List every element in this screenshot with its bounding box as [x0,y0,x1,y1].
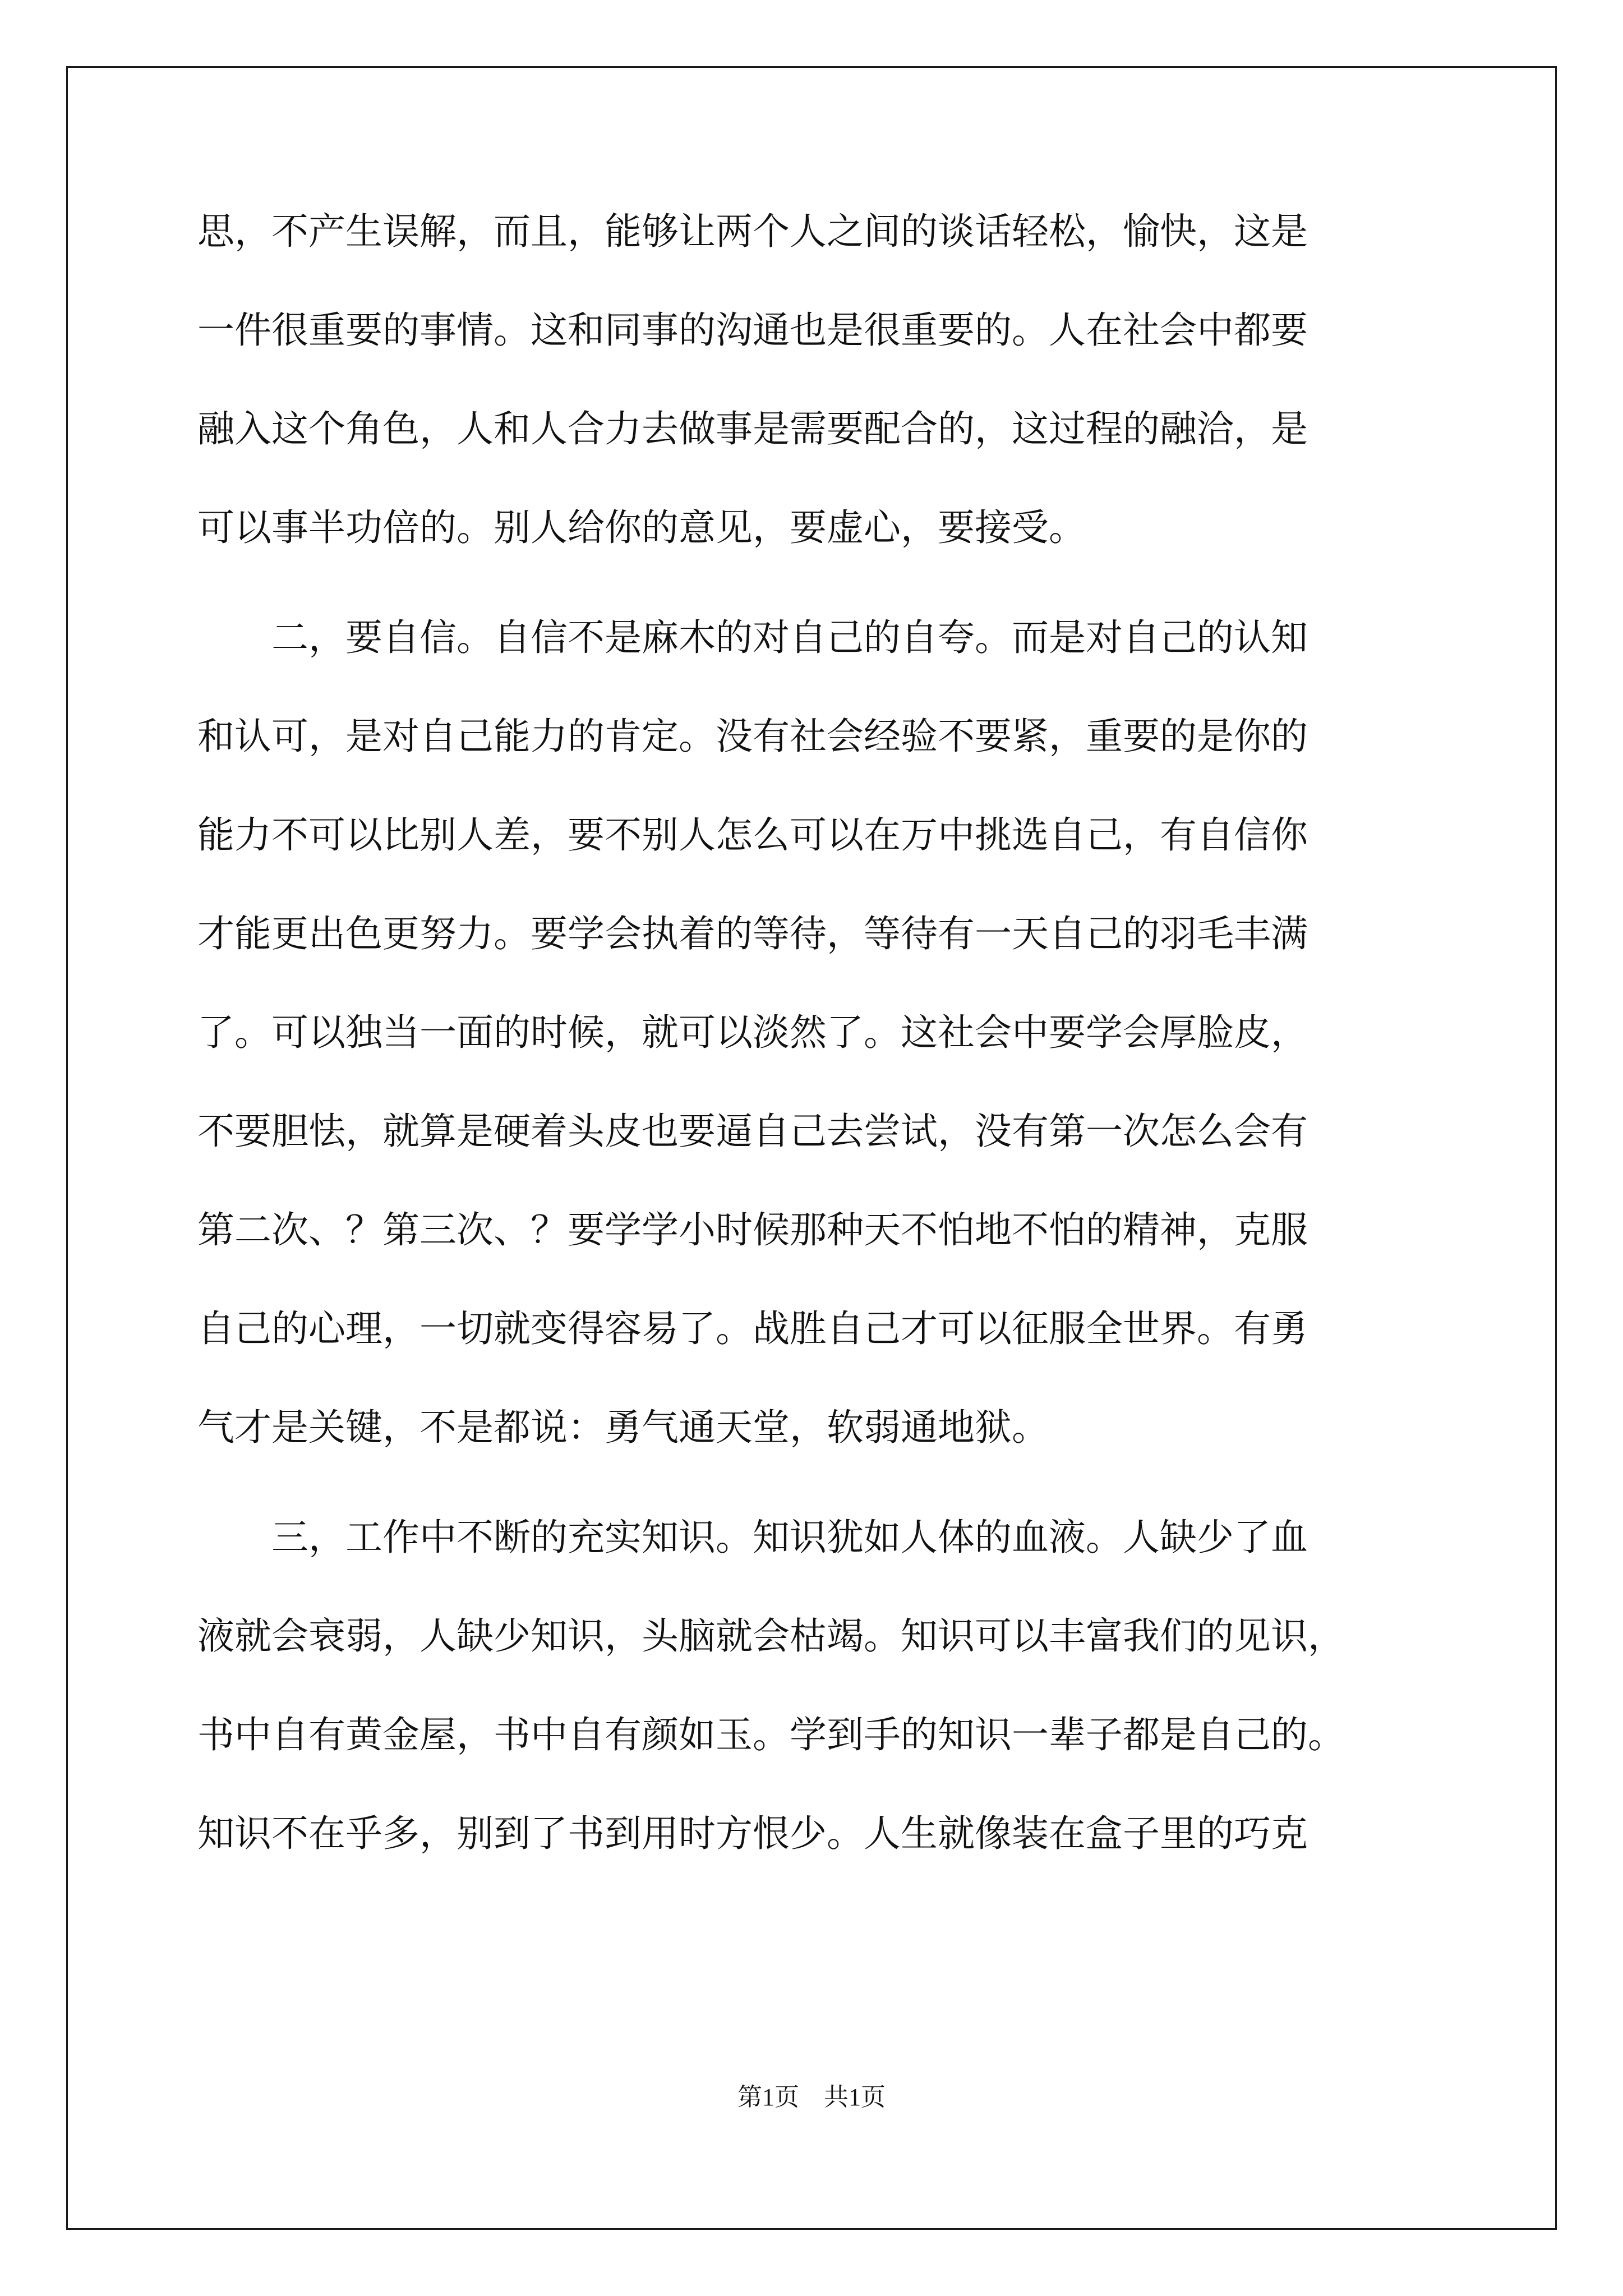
text-line: 可以事半功倍的。别人给你的意见，要虚心，要接受。 [197,506,1086,549]
text-line: 融入这个角色，人和人合力去做事是需要配合的，这过程的融洽，是 [197,407,1308,450]
text-line: 第二次、？第三次、？要学学小时候那种天不怕地不怕的精神，克服 [197,1208,1308,1251]
text-line: 知识不在乎多，别到了书到用时方恨少。人生就像装在盒子里的巧克 [197,1812,1308,1855]
text-line: 和认可，是对自己能力的肯定。没有社会经验不要紧，重要的是你的 [197,715,1308,758]
text-line: 才能更出色更努力。要学会执着的等待，等待有一天自己的羽毛丰满 [197,912,1308,955]
text-line: 书中自有黄金屋，书中自有颜如玉。学到手的知识一辈子都是自己的。 [197,1713,1345,1756]
text-line: 思，不产生误解，而且，能够让两个人之间的谈话轻松，愉快，这是 [197,210,1308,253]
text-line: 一件很重要的事情。这和同事的沟通也是很重要的。人在社会中都要 [197,309,1308,352]
text-line: 气才是关键，不是都说：勇气通天堂，软弱通地狱。 [197,1406,1049,1449]
page-number-footer: 第1页 共1页 [737,2083,886,2111]
text-line: 能力不可以比别人差，要不别人怎么可以在万中挑选自己，有自信你 [197,813,1308,857]
text-line: 自己的心理，一切就变得容易了。战胜自己才可以征服全世界。有勇 [197,1307,1308,1350]
text-line: 了。可以独当一面的时候，就可以淡然了。这社会中要学会厚脸皮， [197,1011,1308,1054]
text-line: 液就会衰弱，人缺少知识，头脑就会枯竭。知识可以丰富我们的见识， [197,1614,1345,1658]
paragraph-heading-line: 三，工作中不断的充实知识。知识犹如人体的血液。人缺少了血 [197,1516,1308,1559]
paragraph-heading-line: 二，要自信。自信不是麻木的对自己的自夸。而是对自己的认知 [197,616,1308,659]
text-line: 不要胆怯，就算是硬着头皮也要逼自己去尝试，没有第一次怎么会有 [197,1110,1308,1153]
